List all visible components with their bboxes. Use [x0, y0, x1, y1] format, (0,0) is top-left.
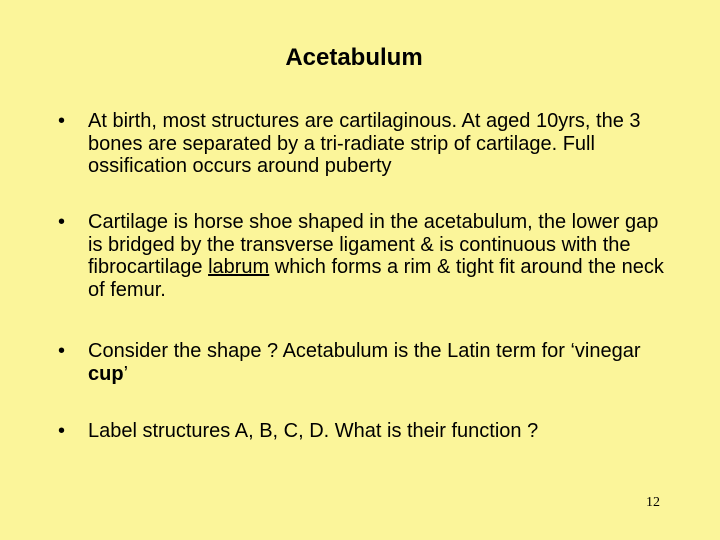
- slide-title: Acetabulum: [285, 44, 423, 71]
- bullet-text-segment: which forms a rim & tight fit around the neck of femur.: [88, 256, 664, 301]
- bullet-text-segment: Label structures A, B, C, D. What is their function ?: [88, 420, 539, 442]
- bullet-text-segment: ’: [123, 362, 129, 385]
- labrum-term: labrum: [208, 256, 270, 278]
- bullet-text-segment: Consider the shape ? Acetabulum is the Latin term for ‘vinegar: [88, 340, 641, 362]
- bullet-item: [58, 110, 678, 178]
- bullet-text: [88, 211, 678, 301]
- bullet-icon: •: [58, 340, 66, 362]
- bullet-text-segment: At birth, most structures are cartilaginous. At aged 10yrs, the 3 bones are separated by a tri-radiate strip of cartilage. Full ossification occurs around puberty: [88, 110, 641, 177]
- bullet-icon: •: [58, 211, 66, 233]
- bullet-item: [58, 340, 678, 385]
- bullet-item: [58, 211, 678, 301]
- bullet-text: [88, 110, 678, 178]
- bullet-text: [88, 420, 678, 443]
- cup-term: cup: [88, 362, 124, 385]
- bullet-text: [88, 340, 678, 385]
- bullet-item: [58, 420, 678, 443]
- page-number: 12: [646, 495, 660, 510]
- bullet-text-segment: Cartilage is horse shoe shaped in the acetabulum, the lower gap is bridged by the transverse ligament & is continuous with the fibrocartilage: [88, 211, 659, 278]
- bullet-icon: •: [58, 420, 66, 442]
- bullet-icon: •: [58, 110, 66, 132]
